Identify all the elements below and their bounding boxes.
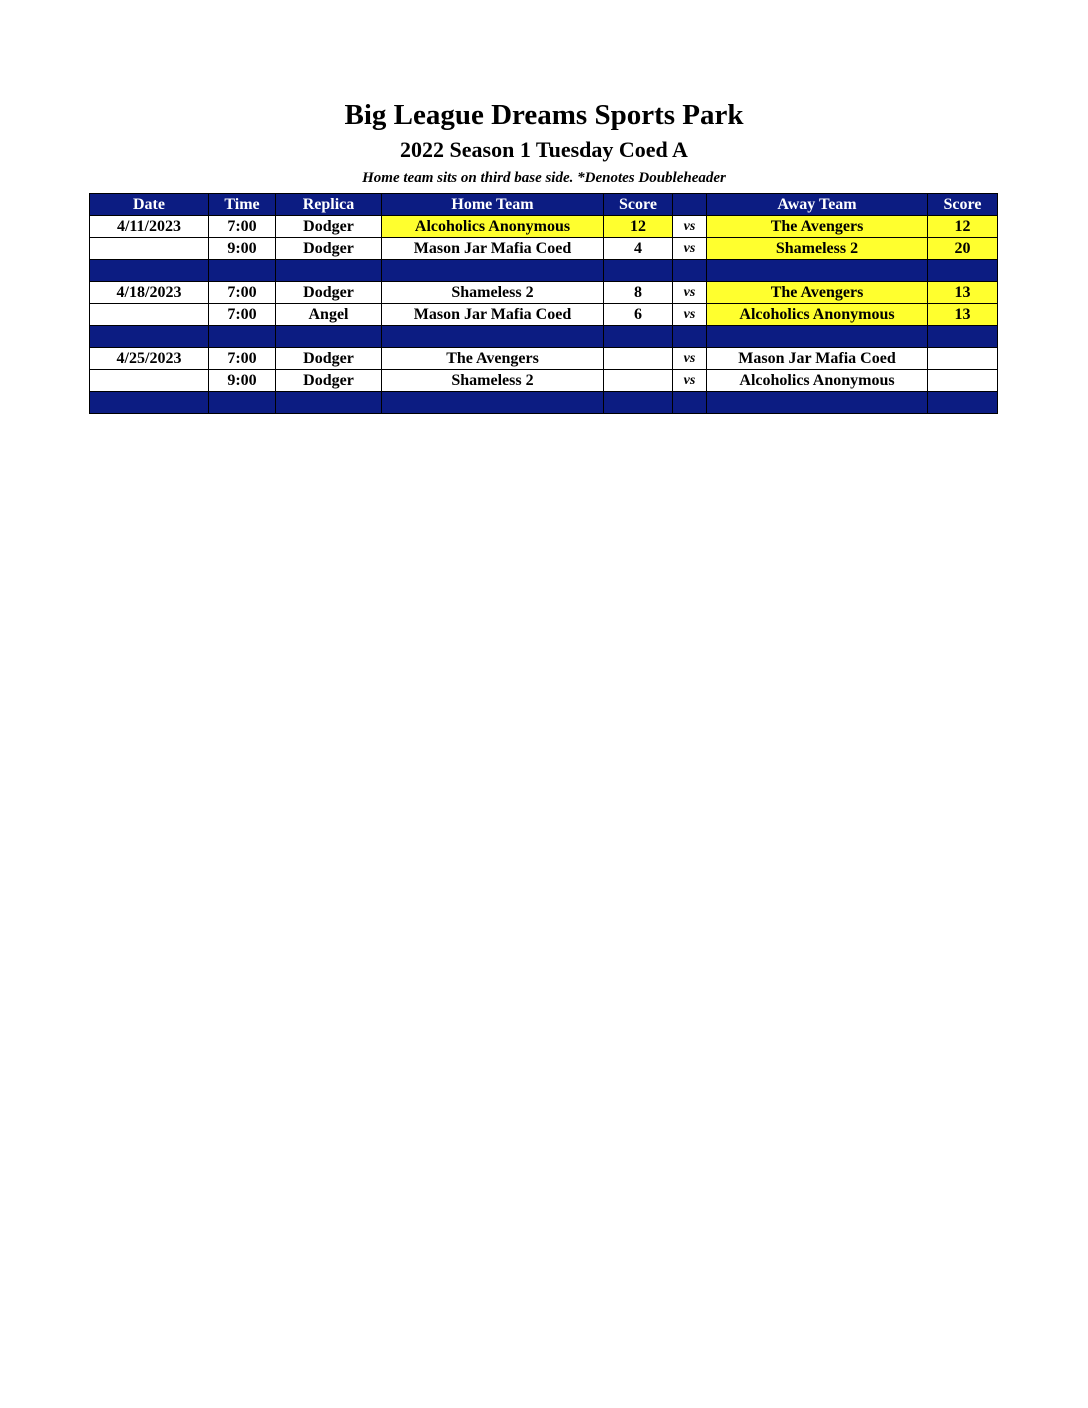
separator-cell	[382, 326, 604, 348]
separator-cell	[604, 392, 673, 414]
date-cell: 4/25/2023	[90, 348, 209, 370]
away-score-cell: 13	[928, 304, 998, 326]
separator-cell	[673, 260, 707, 282]
vs-cell: vs	[673, 348, 707, 370]
separator-row	[90, 260, 998, 282]
col-header-away-score: Score	[928, 194, 998, 216]
separator-cell	[707, 260, 928, 282]
separator-cell	[90, 326, 209, 348]
vs-cell: vs	[673, 304, 707, 326]
away-team-cell: Mason Jar Mafia Coed	[707, 348, 928, 370]
separator-cell	[382, 260, 604, 282]
separator-cell	[604, 326, 673, 348]
separator-cell	[209, 392, 276, 414]
away-score-cell	[928, 348, 998, 370]
col-header-time: Time	[209, 194, 276, 216]
separator-cell	[604, 260, 673, 282]
away-score-cell: 13	[928, 282, 998, 304]
separator-cell	[707, 392, 928, 414]
separator-cell	[209, 326, 276, 348]
home-score-cell	[604, 370, 673, 392]
date-cell: 4/11/2023	[90, 216, 209, 238]
away-score-cell: 20	[928, 238, 998, 260]
replica-cell: Dodger	[276, 238, 382, 260]
separator-cell	[928, 326, 998, 348]
date-cell	[90, 370, 209, 392]
time-cell: 9:00	[209, 238, 276, 260]
col-header-date: Date	[90, 194, 209, 216]
away-team-cell: Shameless 2	[707, 238, 928, 260]
col-header-vs	[673, 194, 707, 216]
game-row	[90, 348, 998, 370]
col-header-home-team: Home Team	[382, 194, 604, 216]
vs-cell: vs	[673, 370, 707, 392]
replica-cell: Dodger	[276, 370, 382, 392]
separator-cell	[209, 260, 276, 282]
game-row	[90, 238, 998, 260]
vs-cell: vs	[673, 238, 707, 260]
time-cell: 9:00	[209, 370, 276, 392]
away-score-cell	[928, 370, 998, 392]
home-score-cell	[604, 348, 673, 370]
replica-cell: Dodger	[276, 282, 382, 304]
away-score-cell: 12	[928, 216, 998, 238]
col-header-replica: Replica	[276, 194, 382, 216]
home-score-cell: 8	[604, 282, 673, 304]
separator-cell	[382, 392, 604, 414]
home-team-cell: Shameless 2	[382, 282, 604, 304]
col-header-home-score: Score	[604, 194, 673, 216]
page-title: Big League Dreams Sports Park	[344, 99, 744, 131]
time-cell: 7:00	[209, 282, 276, 304]
separator-cell	[276, 392, 382, 414]
time-cell: 7:00	[209, 304, 276, 326]
vs-cell: vs	[673, 282, 707, 304]
home-team-cell: Mason Jar Mafia Coed	[382, 304, 604, 326]
vs-cell: vs	[673, 216, 707, 238]
home-score-cell: 12	[604, 216, 673, 238]
home-score-cell: 4	[604, 238, 673, 260]
separator-cell	[276, 260, 382, 282]
separator-row	[90, 326, 998, 348]
separator-cell	[90, 260, 209, 282]
home-team-cell: Shameless 2	[382, 370, 604, 392]
separator-cell	[928, 392, 998, 414]
time-cell: 7:00	[209, 348, 276, 370]
away-team-cell: Alcoholics Anonymous	[707, 304, 928, 326]
separator-cell	[673, 392, 707, 414]
away-team-cell: The Avengers	[707, 216, 928, 238]
date-cell	[90, 304, 209, 326]
replica-cell: Dodger	[276, 216, 382, 238]
schedule-table	[89, 193, 998, 414]
away-team-cell: The Avengers	[707, 282, 928, 304]
date-cell: 4/18/2023	[90, 282, 209, 304]
separator-cell	[928, 260, 998, 282]
home-team-cell: Alcoholics Anonymous	[382, 216, 604, 238]
home-team-cell: Mason Jar Mafia Coed	[382, 238, 604, 260]
date-cell	[90, 238, 209, 260]
separator-cell	[707, 326, 928, 348]
time-cell: 7:00	[209, 216, 276, 238]
separator-cell	[90, 392, 209, 414]
game-row	[90, 370, 998, 392]
separator-cell	[276, 326, 382, 348]
replica-cell: Dodger	[276, 348, 382, 370]
home-score-cell: 6	[604, 304, 673, 326]
replica-cell: Angel	[276, 304, 382, 326]
header-row	[90, 194, 998, 216]
col-header-away-team: Away Team	[707, 194, 928, 216]
game-row	[90, 304, 998, 326]
separator-cell	[673, 326, 707, 348]
game-row	[90, 282, 998, 304]
away-team-cell: Alcoholics Anonymous	[707, 370, 928, 392]
game-row	[90, 216, 998, 238]
home-team-cell: The Avengers	[382, 348, 604, 370]
page-subtitle: 2022 Season 1 Tuesday Coed A	[400, 137, 688, 162]
separator-row	[90, 392, 998, 414]
schedule-note: Home team sits on third base side. *Denotes Doubleheader	[362, 170, 726, 186]
